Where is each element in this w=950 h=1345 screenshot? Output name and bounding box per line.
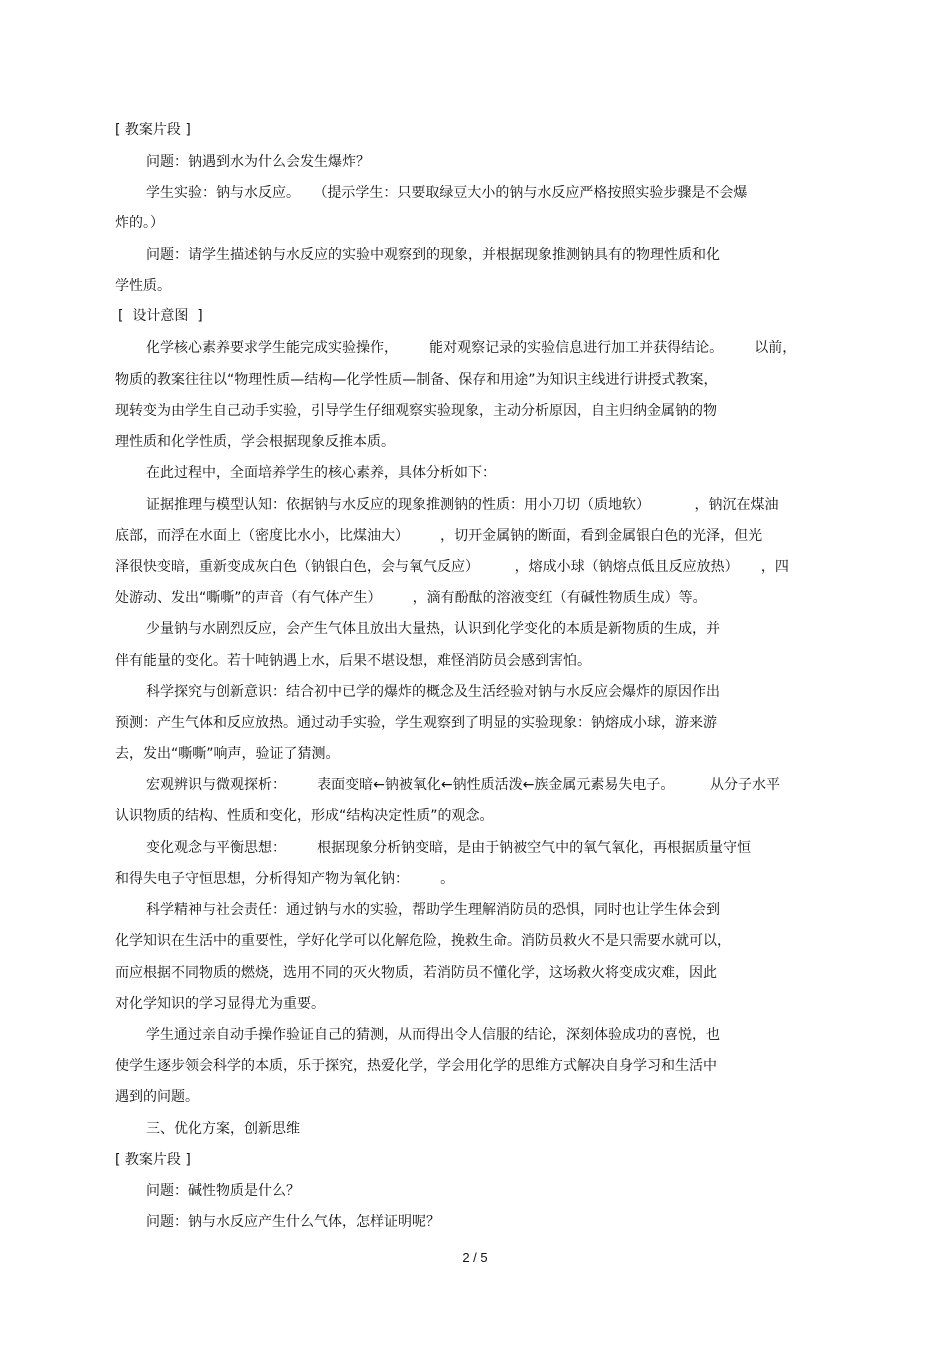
paragraph-line: 化学核心素养要求学生能完成实验操作， 能对观察记录的实验信息进行加工并获得结论。 以前， bbox=[146, 340, 797, 356]
paragraph-line: 认识物质的结构、性质和变化，形成“结构决定性质”的观念。 bbox=[115, 808, 494, 824]
paragraph-line: 和得失电子守恒思想，分析得知产物为氧化钠： 。 bbox=[115, 871, 455, 887]
section-marker: [ 设计意图 ] bbox=[118, 308, 203, 324]
paragraph-line: 问题：碱性物质是什么？ bbox=[146, 1183, 300, 1199]
paragraph-line: 炸的。） bbox=[115, 215, 164, 231]
paragraph-line: 学生实验：钠与水反应。 （提示学生：只要取绿豆大小的钠与水反应严格按照实验步骤是不会爆 bbox=[146, 185, 748, 201]
paragraph-line: 学生通过亲自动手操作验证自己的猜测，从而得出令人信服的结论，深刻体验成功的喜悦，也 bbox=[146, 1027, 720, 1043]
paragraph-line: 现转变为由学生自己动手实验，引导学生仔细观察实验现象，主动分析原因，自主归纳金属钠的物 bbox=[115, 403, 717, 419]
paragraph-line: 底部，而浮在水面上（密度比水小，比煤油大） ，切开金属钠的断面，看到金属银白色的光泽，但光 bbox=[115, 528, 763, 544]
paragraph-line: 理性质和化学性质，学会根据现象反推本质。 bbox=[115, 434, 395, 450]
section-marker: [ 教案片段 ] bbox=[115, 1152, 191, 1168]
paragraph-line: 少量钠与水剧烈反应，会产生气体且放出大量热，认识到化学变化的本质是新物质的生成，并 bbox=[146, 621, 720, 637]
paragraph-line: 在此过程中，全面培养学生的核心素养，具体分析如下： bbox=[146, 465, 496, 481]
paragraph-line: 伴有能量的变化。若十吨钠遇上水，后果不堪设想，难怪消防员会感到害怕。 bbox=[115, 653, 591, 669]
paragraph-line: 证据推理与模型认知：依据钠与水反应的现象推测钠的性质：用小刀切（质地软） ，钠沉在煤油 bbox=[146, 497, 779, 513]
page-number: 2 / 5 bbox=[462, 1250, 488, 1265]
paragraph-line: 泽很快变暗，重新变成灰白色（钠银白色，会与氧气反应） ，熔成小球（钠熔点低且反应放热） ，四 bbox=[115, 559, 789, 575]
paragraph-line: 化学知识在生活中的重要性，学好化学可以化解危险，挽救生命。消防员救火不是只需要水就可以， bbox=[115, 933, 731, 949]
paragraph-line: 预测：产生气体和反应放热。通过动手实验，学生观察到了明显的实验现象：钠熔成小球，游来游 bbox=[115, 715, 717, 731]
paragraph-line: 问题：钠遇到水为什么会发生爆炸？ bbox=[146, 154, 370, 170]
section-heading: 三、优化方案，创新思维 bbox=[146, 1121, 300, 1137]
paragraph-line: 物质的教案往往以“物理性质—结构—化学性质—制备、保存和用途”为知识主线进行讲授式教案， bbox=[115, 372, 718, 388]
paragraph-line: 变化观念与平衡思想： 根据现象分析钠变暗，是由于钠被空气中的氧气氧化，再根据质量守恒 bbox=[146, 840, 752, 856]
paragraph-line: 遇到的问题。 bbox=[115, 1089, 199, 1105]
paragraph-line: 学性质。 bbox=[115, 278, 171, 294]
paragraph-line: 问题：请学生描述钠与水反应的实验中观察到的现象，并根据现象推测钠具有的物理性质和化 bbox=[146, 247, 720, 263]
paragraph-line: 科学精神与社会责任：通过钠与水的实验，帮助学生理解消防员的恐惧，同时也让学生体会到 bbox=[146, 902, 720, 918]
paragraph-line: 处游动、发出“嘶嘶”的声音（有气体产生） ，滴有酚酞的溶液变红（有碱性物质生成）等。 bbox=[115, 590, 707, 606]
section-marker: [ 教案片段 ] bbox=[115, 122, 191, 138]
paragraph-line: 去，发出“嘶嘶”响声，验证了猜测。 bbox=[115, 746, 340, 762]
paragraph-line: 问题：钠与水反应产生什么气体，怎样证明呢？ bbox=[146, 1214, 440, 1230]
paragraph-line: 科学探究与创新意识：结合初中已学的爆炸的概念及生活经验对钠与水反应会爆炸的原因作出 bbox=[146, 684, 720, 700]
paragraph-line: 而应根据不同物质的燃烧，选用不同的灭火物质，若消防员不懂化学，这场救火将变成灾难，因此 bbox=[115, 965, 717, 981]
paragraph-line: 对化学知识的学习显得尤为重要。 bbox=[115, 996, 325, 1012]
paragraph-line: 使学生逐步领会科学的本质，乐于探究，热爱化学，学会用化学的思维方式解决自身学习和生活中 bbox=[115, 1058, 717, 1074]
paragraph-line: 宏观辨识与微观探析： 表面变暗←钠被氧化←钠性质活泼←族金属元素易失电子。 从分子水平 bbox=[146, 777, 780, 793]
